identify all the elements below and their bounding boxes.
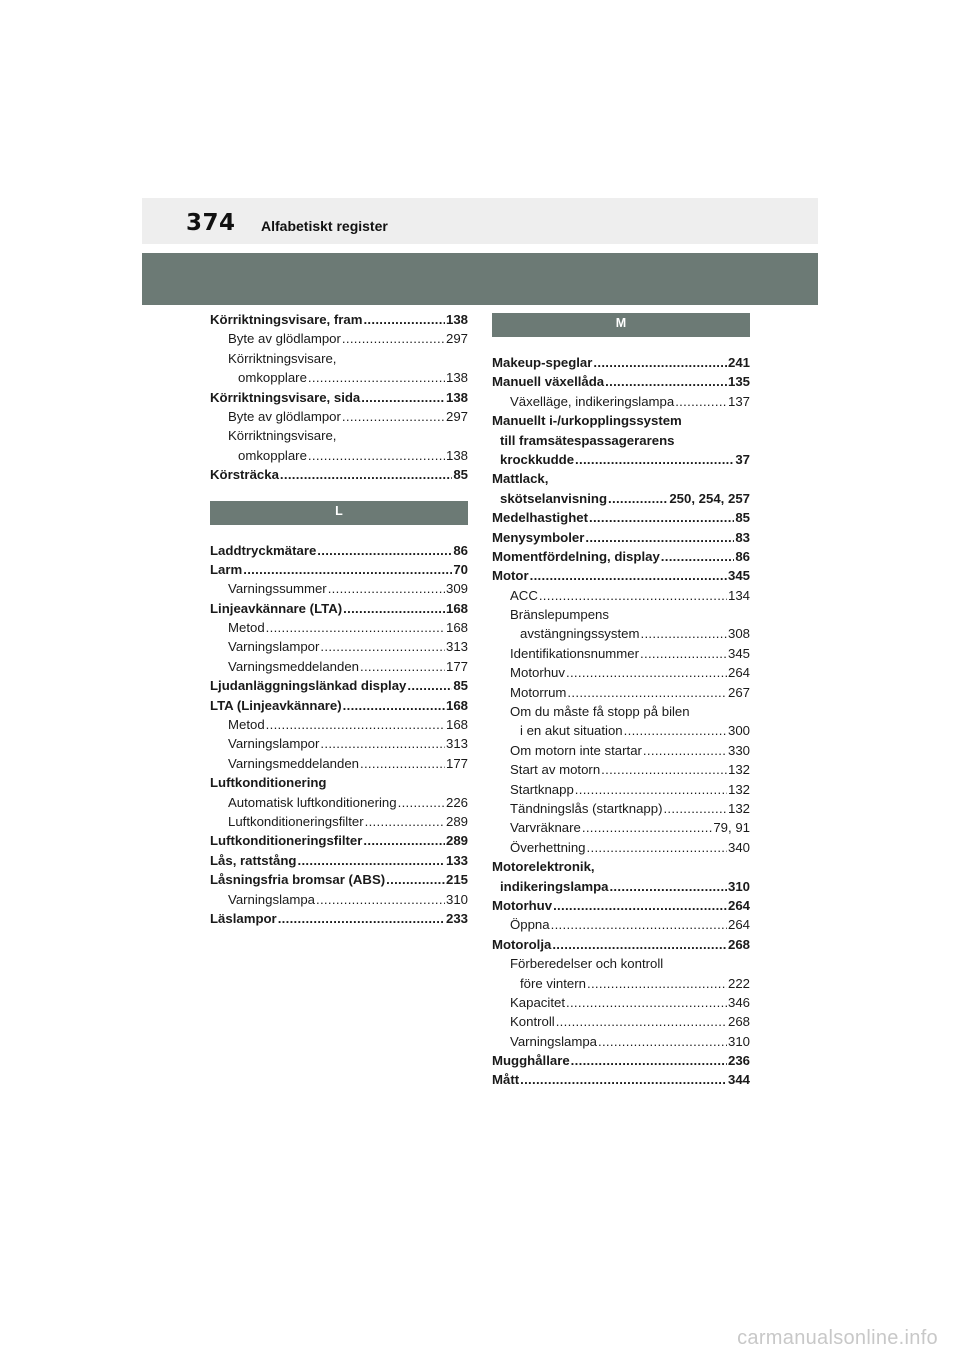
index-term: Motorrum (510, 684, 567, 700)
index-term: Körriktningsvisare, (228, 428, 337, 444)
dot-leader (361, 388, 445, 407)
index-term: Förberedelser och kontroll (510, 956, 664, 972)
index-term: Metod (228, 620, 265, 636)
spacer (210, 525, 468, 541)
dot-leader (663, 799, 727, 818)
dot-leader (266, 618, 445, 637)
index-entry-text (210, 773, 468, 792)
dot-leader (520, 1070, 727, 1089)
index-entry (492, 683, 750, 702)
index-entry (210, 676, 468, 695)
index-term: Byte av glödlampor (228, 408, 341, 424)
page-reference: 310 (445, 891, 468, 907)
dot-leader (360, 657, 445, 676)
index-term: Tändningslås (startknapp) (510, 800, 663, 816)
page-reference: 134 (727, 587, 750, 603)
page-reference: 132 (727, 800, 750, 816)
index-term: Varvräknare (510, 820, 581, 836)
index-term: Momentfördelning, display (492, 548, 660, 564)
index-entry (210, 465, 468, 484)
page-reference: 132 (727, 781, 750, 797)
index-term: Automatisk luftkonditionering (228, 794, 397, 810)
index-entry (210, 696, 468, 715)
index-term: Körsträcka (210, 467, 279, 483)
index-entry-text (492, 411, 750, 430)
page-reference: 250, 254, 257 (669, 490, 750, 506)
index-entry-text (210, 426, 468, 445)
index-term: skötselanvisning (500, 490, 608, 506)
index-term: Menysymboler (492, 529, 585, 545)
dot-leader (539, 586, 727, 605)
index-term: Om du måste få stopp på bilen (510, 704, 690, 720)
index-term: avstängningssystem (520, 626, 640, 642)
index-term: ACC (510, 587, 538, 603)
dot-leader (567, 683, 727, 702)
page-reference: 177 (445, 658, 468, 674)
dot-leader (365, 812, 445, 831)
dot-leader (398, 793, 445, 812)
dot-leader (342, 329, 445, 348)
dot-leader (407, 676, 452, 695)
index-term: Låsningsfria bromsar (ABS) (210, 872, 386, 888)
index-term: Ljudanläggningslänkad display (210, 678, 407, 694)
dot-leader (553, 896, 727, 915)
index-entry-text (492, 605, 750, 624)
index-entry (492, 974, 750, 993)
page-reference: 79, 91 (713, 820, 750, 836)
page-reference: 135 (727, 374, 750, 390)
page-reference: 70 (453, 561, 468, 577)
header-band (142, 253, 818, 305)
index-term: Metod (228, 717, 265, 733)
index-column-left (210, 310, 468, 928)
index-entry (210, 657, 468, 676)
dot-leader (243, 560, 452, 579)
index-term: Startknapp (510, 781, 574, 797)
index-entry (210, 560, 468, 579)
page-reference: 222 (727, 975, 750, 991)
dot-leader (601, 760, 727, 779)
dot-leader (589, 508, 734, 527)
index-term: Lås, rattstång (210, 852, 297, 868)
index-entry-text (492, 469, 750, 488)
index-term: indikeringslampa (500, 878, 609, 894)
index-entry (210, 793, 468, 812)
index-entry (492, 799, 750, 818)
index-entry (492, 818, 750, 837)
dot-leader (278, 909, 445, 928)
page-reference: 168 (445, 620, 468, 636)
page-reference: 264 (727, 665, 750, 681)
dot-leader (582, 818, 712, 837)
index-entry (492, 392, 750, 411)
dot-leader (566, 663, 727, 682)
index-term: Varningslampa (510, 1033, 597, 1049)
index-entry (210, 909, 468, 928)
dot-leader (530, 566, 727, 585)
index-entry (492, 353, 750, 372)
index-entry (210, 851, 468, 870)
index-term: Varningslampor (228, 736, 320, 752)
index-entry (492, 993, 750, 1012)
index-entry (492, 935, 750, 954)
index-entry-text (492, 431, 750, 450)
index-term: Varningsmeddelanden (228, 658, 359, 674)
index-term: Motor (492, 568, 529, 584)
page-reference: 215 (445, 872, 468, 888)
page-reference: 138 (445, 447, 468, 463)
page-reference: 344 (727, 1072, 750, 1088)
dot-leader (308, 368, 445, 387)
page-reference: 241 (727, 355, 750, 370)
index-entry (492, 915, 750, 934)
page-reference: 138 (445, 370, 468, 386)
page-reference: 137 (727, 393, 750, 409)
dot-leader (585, 528, 734, 547)
page-reference: 267 (727, 684, 750, 700)
index-entry-text (492, 954, 750, 973)
index-term: Varningslampa (228, 891, 315, 907)
index-column-right (492, 313, 750, 1090)
index-entry (210, 715, 468, 734)
index-entry (492, 1032, 750, 1051)
index-term: Varningsmeddelanden (228, 755, 359, 771)
page-reference: 83 (735, 529, 750, 545)
page-reference: 313 (445, 639, 468, 655)
index-entry (492, 547, 750, 566)
dot-leader (605, 372, 727, 391)
dot-leader (360, 754, 445, 773)
index-entry (210, 407, 468, 426)
index-term: omkopplare (238, 447, 307, 463)
page-reference: 138 (445, 389, 468, 405)
index-term: Luftkonditioneringsfilter (228, 813, 364, 829)
section-letter-band: L (210, 501, 468, 525)
dot-leader (643, 741, 727, 760)
index-term: Mugghållare (492, 1053, 570, 1069)
dot-leader (675, 392, 727, 411)
index-entry (492, 896, 750, 915)
index-term: Varningssummer (228, 581, 327, 597)
index-term: Motorhuv (510, 665, 565, 681)
index-entry (210, 388, 468, 407)
index-entry (210, 870, 468, 889)
page-reference: 168 (445, 717, 468, 733)
index-term: Om motorn inte startar (510, 742, 642, 758)
index-term: Körriktningsvisare, sida (210, 389, 361, 405)
index-term: krockkudde (500, 451, 575, 467)
page-reference: 168 (445, 697, 468, 713)
page-reference: 85 (453, 678, 468, 694)
index-entry (210, 599, 468, 618)
index-term: Växelläge, indikeringslampa (510, 393, 675, 409)
index-entry (492, 741, 750, 760)
page-reference: 345 (727, 645, 750, 661)
index-entry (492, 489, 750, 508)
index-term: Motorolja (492, 936, 552, 952)
index-entry-text (492, 702, 750, 721)
index-term: Körriktningsvisare, (228, 350, 337, 366)
index-term: Körriktningsvisare, fram (210, 312, 363, 327)
dot-leader (308, 446, 445, 465)
dot-leader (266, 715, 445, 734)
index-entry (210, 446, 468, 465)
index-term: Mattlack, (492, 471, 549, 487)
dot-leader (552, 935, 727, 954)
index-entry-text (492, 857, 750, 876)
page-reference: 37 (735, 451, 750, 467)
index-term: Kapacitet (510, 994, 565, 1010)
index-entry (492, 508, 750, 527)
dot-leader (342, 407, 445, 426)
page-reference: 236 (727, 1053, 750, 1069)
index-entry (492, 663, 750, 682)
index-term: Bränslepumpens (510, 607, 609, 623)
index-term: Identifikationsnummer (510, 645, 640, 661)
page-reference: 264 (727, 917, 750, 933)
index-term: före vintern (520, 975, 586, 991)
index-term: Överhettning (510, 839, 586, 855)
index-term: Medelhastighet (492, 510, 588, 526)
index-entry (492, 1012, 750, 1031)
index-term: Byte av glödlampor (228, 331, 341, 347)
page-reference: 297 (445, 408, 468, 424)
index-term: Motorelektronik, (492, 859, 595, 875)
dot-leader (320, 734, 445, 753)
index-term: i en akut situation (520, 723, 623, 739)
index-term: Luftkonditionering (210, 775, 327, 791)
index-term: Läslampor (210, 910, 277, 926)
dot-leader (624, 721, 727, 740)
page-reference: 340 (727, 839, 750, 855)
index-entry (210, 579, 468, 598)
dot-leader (317, 541, 452, 560)
index-entry (492, 838, 750, 857)
page-reference: 310 (727, 1033, 750, 1049)
index-term: omkopplare (238, 370, 307, 386)
page-reference: 86 (453, 542, 468, 558)
dot-leader (556, 1012, 727, 1031)
index-entry (210, 368, 468, 387)
index-entry (492, 780, 750, 799)
dot-leader (363, 310, 445, 329)
page-header (142, 198, 818, 244)
dot-leader (598, 1032, 727, 1051)
index-entry (492, 1051, 750, 1070)
dot-leader (328, 579, 445, 598)
index-entry (210, 329, 468, 348)
page-reference: 264 (727, 897, 750, 913)
index-entry-text (210, 349, 468, 368)
dot-leader (280, 465, 452, 484)
dot-leader (386, 870, 445, 889)
page-reference: 85 (453, 467, 468, 483)
page-reference: 345 (727, 568, 750, 584)
index-entry (210, 541, 468, 560)
index-entry (210, 734, 468, 753)
dot-leader (640, 624, 727, 643)
page-reference: 168 (445, 600, 468, 616)
index-entry (210, 637, 468, 656)
page-reference: 177 (445, 755, 468, 771)
dot-leader (640, 644, 727, 663)
index-entry (492, 877, 750, 896)
index-entry (210, 890, 468, 909)
dot-leader (661, 547, 735, 566)
index-term: Manuellt i-/urkopplingssystem (492, 413, 682, 429)
index-term: Motorhuv (492, 897, 553, 913)
dot-leader (587, 974, 727, 993)
page-reference: 297 (445, 331, 468, 347)
dot-leader (575, 780, 727, 799)
page-reference: 310 (727, 878, 750, 894)
index-term: Manuell växellåda (492, 374, 605, 390)
index-entry (492, 586, 750, 605)
page-reference: 233 (445, 910, 468, 926)
dot-leader (587, 838, 727, 857)
section-letter-band: M (492, 313, 750, 337)
index-term: Laddtryckmätare (210, 542, 317, 558)
dot-leader (608, 489, 668, 508)
page-reference: 308 (727, 626, 750, 642)
dot-leader (566, 993, 727, 1012)
dot-leader (363, 831, 445, 850)
index-term: Varningslampor (228, 639, 320, 655)
page-reference: 309 (445, 581, 468, 597)
page-reference: 289 (445, 833, 468, 849)
page-reference: 132 (727, 762, 750, 778)
page-number: 374 (186, 210, 236, 236)
page-reference: 300 (727, 723, 750, 739)
index-term: Linjeavkännare (LTA) (210, 600, 343, 616)
dot-leader (297, 851, 445, 870)
index-entry (492, 760, 750, 779)
index-term: Start av motorn (510, 762, 601, 778)
spacer (210, 485, 468, 501)
page-reference: 133 (445, 852, 468, 868)
index-term: Mått (492, 1072, 520, 1088)
spacer (492, 337, 750, 353)
index-term: Luftkonditioneringsfilter (210, 833, 363, 849)
index-entry (492, 372, 750, 391)
index-entry (492, 721, 750, 740)
dot-leader (343, 696, 445, 715)
dot-leader (316, 890, 445, 909)
index-term: LTA (Linjeavkännare) (210, 697, 342, 713)
index-term: Makeup-speglar (492, 355, 593, 370)
index-entry (492, 624, 750, 643)
index-term: Larm (210, 561, 243, 577)
dot-leader (343, 599, 445, 618)
page-reference: 330 (727, 742, 750, 758)
dot-leader (609, 877, 727, 896)
dot-leader (551, 915, 727, 934)
dot-leader (593, 353, 727, 372)
dot-leader (320, 637, 445, 656)
index-term: Öppna (510, 917, 550, 933)
page-reference: 313 (445, 736, 468, 752)
page-reference: 86 (735, 548, 750, 564)
page-reference: 268 (727, 1014, 750, 1030)
index-entry (492, 450, 750, 469)
index-entry (210, 812, 468, 831)
index-entry (210, 310, 468, 329)
page-reference: 289 (445, 813, 468, 829)
index-entry (492, 644, 750, 663)
page-reference: 85 (735, 510, 750, 526)
header-title: Alfabetiskt register (261, 218, 388, 234)
page-reference: 346 (727, 994, 750, 1010)
page-reference: 226 (445, 794, 468, 810)
index-entry (210, 618, 468, 637)
index-term: till framsätespassagerarens (500, 432, 675, 448)
page-reference: 268 (727, 936, 750, 952)
page-reference: 138 (445, 312, 468, 327)
index-entry (492, 528, 750, 547)
index-term: Kontroll (510, 1014, 555, 1030)
watermark: carmanualsonline.info (737, 1327, 938, 1349)
dot-leader (575, 450, 734, 469)
index-entry (492, 1070, 750, 1089)
index-entry (210, 831, 468, 850)
index-entry (210, 754, 468, 773)
dot-leader (571, 1051, 727, 1070)
index-entry (492, 566, 750, 585)
